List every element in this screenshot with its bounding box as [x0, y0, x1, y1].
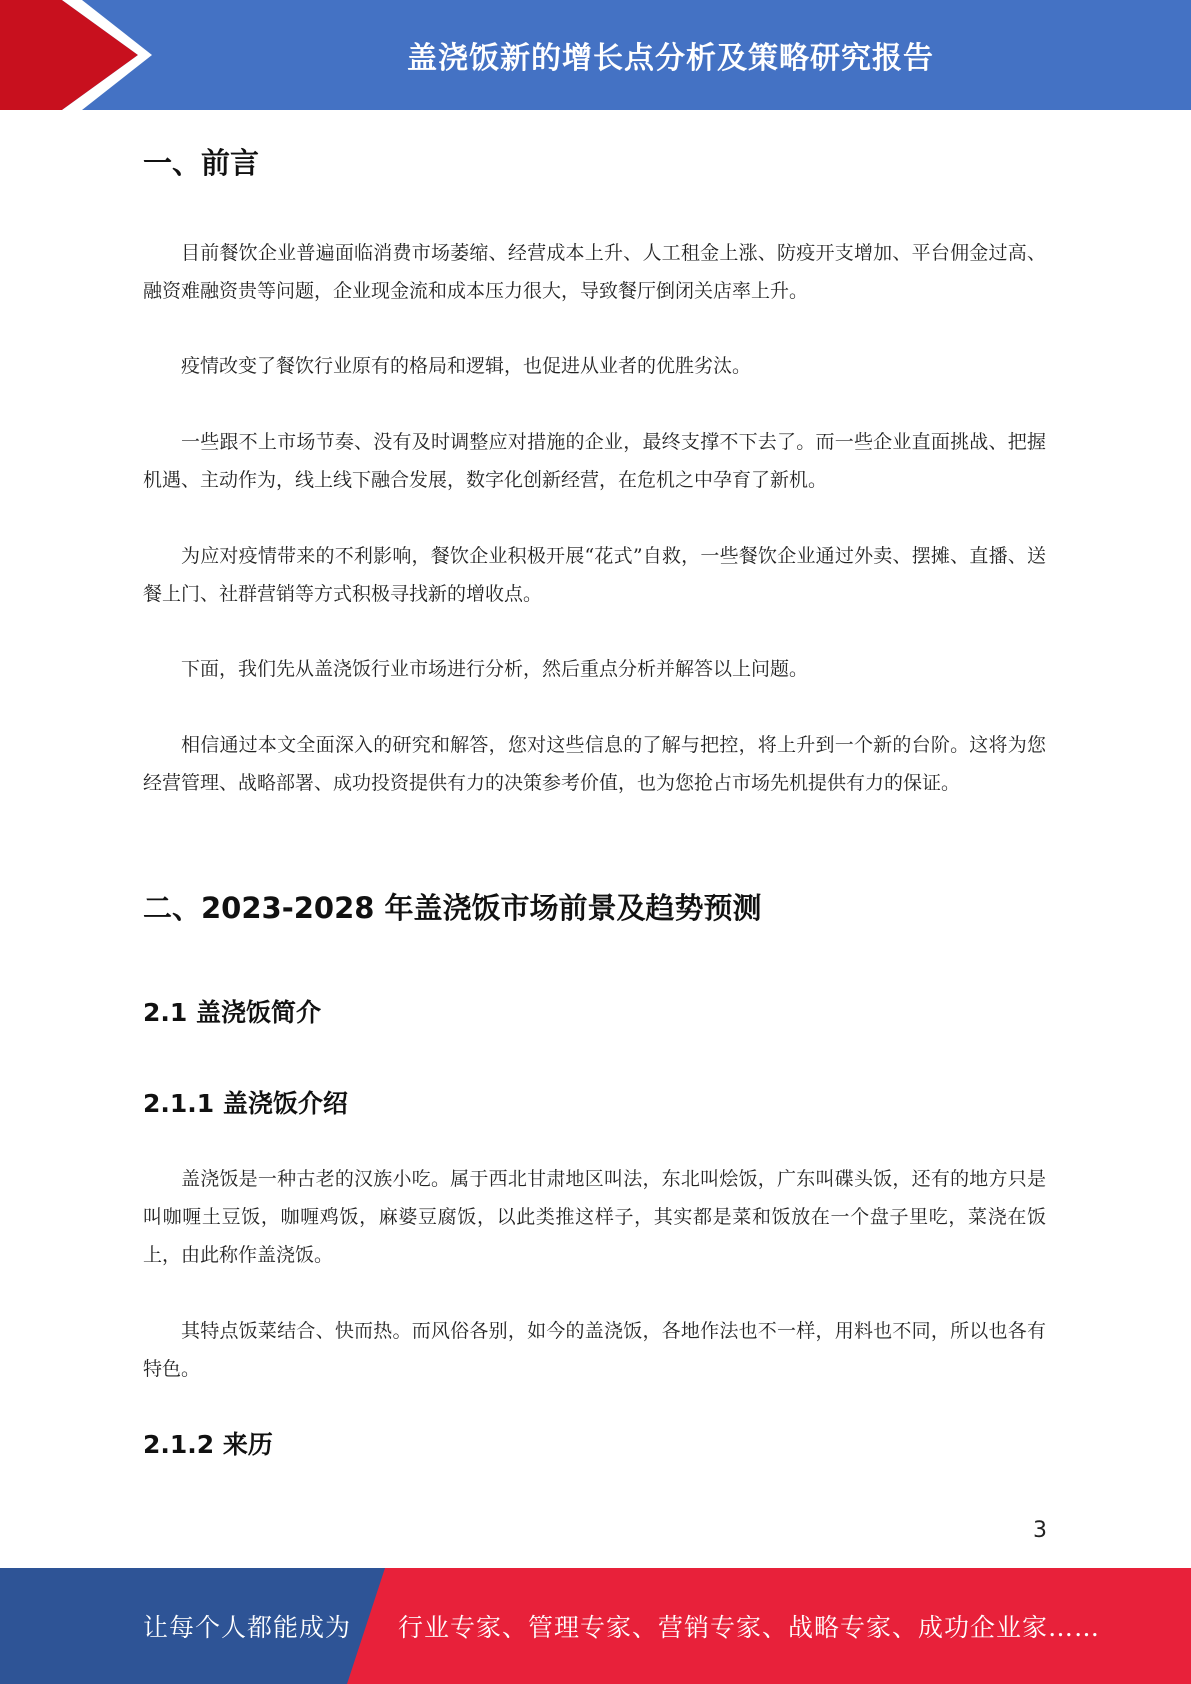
paragraph: 下面，我们先从盖浇饭行业市场进行分析，然后重点分析并解答以上问题。	[181, 658, 809, 680]
paragraph: 一些跟不上市场节奏、没有及时调整应对措施的企业，最终支撑不下去了。而一些企业直面挑战、把握机遇、主动作为，线上线下融合发展，数字化创新经营，在危机之中孕育了新机。	[143, 431, 1046, 491]
section-1-heading: 一、前言	[143, 146, 260, 180]
section-2-1-1-heading: 2.1.1 盖浇饭介绍	[143, 1089, 348, 1118]
footer-slogan-left: 让每个人都能成为	[143, 1613, 352, 1642]
header-banner	[0, 0, 1191, 110]
paragraph: 为应对疫情带来的不利影响，餐饮企业积极开展“花式”自救，一些餐饮企业通过外卖、摆摊、直播、送餐上门、社群营销等方式积极寻找新的增收点。	[143, 545, 1046, 605]
footer-slogan-right: 行业专家、管理专家、营销专家、战略专家、成功企业家……	[398, 1613, 1101, 1642]
paragraph: 盖浇饭是一种古老的汉族小吃。属于西北甘肃地区叫法，东北叫烩饭，广东叫碟头饭，还有的地方只是叫咖喱土豆饭，咖喱鸡饭，麻婆豆腐饭，以此类推这样子，其实都是菜和饭放在一个盘子里吃，菜浇在饭上，由此称作盖浇饭。	[143, 1168, 1046, 1266]
section-2-1-2-heading: 2.1.2 来历	[143, 1430, 273, 1459]
page-number: 3	[1033, 1518, 1047, 1543]
footer-banner	[0, 1568, 1191, 1684]
section-2-heading: 二、2023-2028 年盖浇饭市场前景及趋势预测	[143, 891, 762, 925]
section-2-1-heading: 2.1 盖浇饭简介	[143, 998, 321, 1027]
document-title: 盖浇饭新的增长点分析及策略研究报告	[407, 41, 934, 76]
paragraph: 相信通过本文全面深入的研究和解答，您对这些信息的了解与把控，将上升到一个新的台阶。这将为您经营管理、战略部署、成功投资提供有力的决策参考价值，也为您抢占市场先机提供有力的保证。	[143, 734, 1046, 794]
paragraph: 疫情改变了餐饮行业原有的格局和逻辑，也促进从业者的优胜劣汰。	[181, 355, 752, 377]
paragraph: 其特点饭菜结合、快而热。而风俗各别，如今的盖浇饭，各地作法也不一样，用料也不同，所以也各有特色。	[143, 1320, 1046, 1380]
paragraph: 目前餐饮企业普遍面临消费市场萎缩、经营成本上升、人工租金上涨、防疫开支增加、平台佣金过高、融资难融资贵等问题，企业现金流和成本压力很大，导致餐厅倒闭关店率上升。	[143, 242, 1046, 302]
